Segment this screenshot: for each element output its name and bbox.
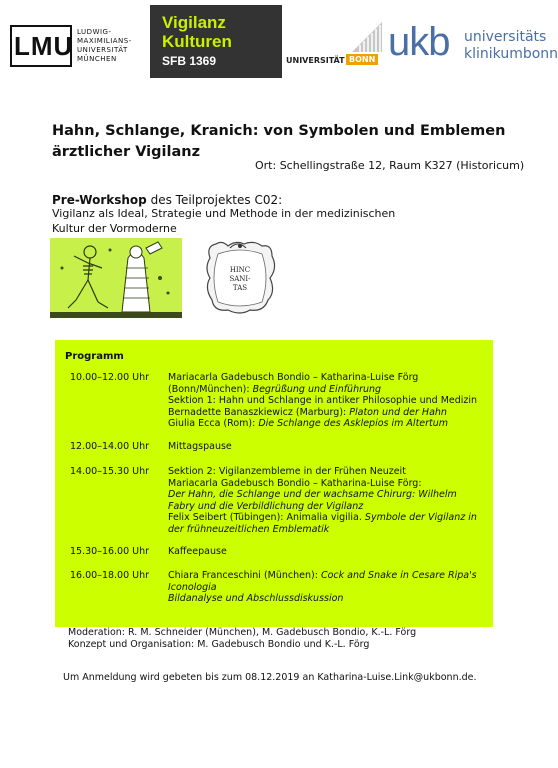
entry-line-italic: der frühneuzeitlichen Emblematik (168, 523, 330, 535)
moderation-text: Moderation: R. M. Schneider (München), M. Gadebusch Bondio, K.-L. Förg (68, 627, 417, 638)
vigilanzkulturen-logo (150, 5, 282, 78)
entry-line (168, 384, 488, 396)
ukb-logo-mark: ukb (388, 20, 450, 64)
emblem-image (200, 238, 280, 318)
entry-line-plain: Giulia Ecca (Rom): (168, 418, 259, 429)
entry-line (168, 524, 488, 536)
entry-line-italic: Symbole der Vigilanz in (364, 512, 477, 523)
lmu-sub-line: UNIVERSITÄT (77, 46, 128, 54)
entry-line-italic: Die Schlange des Asklepios im Altertum (258, 418, 449, 429)
entry-line: Sektion 2: Vigilanzembleme in der Frühen Neuzeit (168, 466, 406, 477)
lmu-logo (10, 17, 140, 77)
konzept-text: Konzept und Organisation: M. Gadebusch Bondio und K.-L. Förg (68, 639, 370, 650)
entry-line-italic: Fabry und die Verbildlichung der Vigilanz (168, 500, 364, 512)
emblem-motto-1: HINC (229, 266, 251, 274)
lmu-sub-line: MAXIMILIANS- (77, 37, 132, 45)
program-box (55, 340, 493, 627)
entry-line: Mariacarla Gadebusch Bondio – Katharina-Luise Förg: (168, 477, 422, 489)
program-heading: Programm (65, 351, 124, 362)
entry-line (168, 593, 488, 605)
entry-line-plain: (Bonn/München): (168, 383, 253, 395)
program-time: 15.30–16.00 Uhr (70, 546, 150, 557)
registration-text: Um Anmeldung wird gebeten bis zum 08.12.2019 an Katharina-Luise.Link@ukbonn.de. (63, 672, 477, 683)
ukb-logo (388, 18, 558, 74)
preworkshop-rest: des Teilprojektes C02: (146, 193, 283, 207)
entry-line-plain: Felix Seibert (Tübingen): Animalia vigilia. (168, 512, 365, 523)
ukb-logo-line2: klinikumbonn (464, 46, 558, 62)
uni-bonn-logo (284, 22, 384, 72)
program-entry-2 (168, 441, 488, 453)
preworkshop-heading (52, 193, 282, 207)
lmu-logo-mark: LMU (14, 31, 74, 61)
program-time: 16.00–18.00 Uhr (70, 570, 150, 581)
dance-of-death-image (50, 238, 182, 318)
lmu-sub-line: LUDWIG- (77, 28, 112, 36)
program-entry-4 (168, 546, 488, 558)
entry-line (168, 407, 488, 419)
entry-line (168, 489, 488, 501)
entry-line-plain: Chiara Franceschini (München): (168, 570, 321, 581)
entry-line-italic: Bildanalyse und Abschlussdiskussion (168, 593, 344, 604)
location-text: Ort: Schellingstraße 12, Raum K327 (Historicum) (255, 159, 525, 172)
entry-line-italic: Cock and Snake in Cesare Ripa's (320, 570, 477, 581)
emblem-motto-2: SANI- (229, 275, 251, 283)
vigilanz-logo-line2: Kulturen (162, 32, 232, 51)
vigilanz-logo-line1: Vigilanz (162, 13, 226, 32)
entry-line-italic: Iconologia (168, 581, 217, 593)
page-title: Hahn, Schlange, Kranich: von Symbolen und Emblemen ärztlicher Vigilanz (52, 123, 506, 160)
uni-bonn-logo-box: BONN (346, 54, 378, 65)
entry-line (168, 501, 488, 513)
entry-line (168, 512, 488, 524)
entry-line-italic: Begrüßung und Einführung (252, 383, 382, 395)
entry-line (168, 418, 488, 430)
entry-line-italic: Der Hahn, die Schlange und der wachsame Chirurg: Wilhelm (168, 489, 457, 500)
lmu-sub-line: MÜNCHEN (77, 55, 117, 63)
program-entry-5 (168, 570, 488, 605)
program-time: 12.00–14.00 Uhr (70, 441, 150, 452)
dance-of-death-illustration (50, 238, 182, 318)
entry-line: Mariacarla Gadebusch Bondio – Katharina-Luise Förg (168, 372, 419, 383)
preworkshop-bold: Pre-Workshop (52, 193, 147, 207)
entry-line-italic: Platon und der Hahn (349, 406, 447, 418)
ukb-logo-line1: universitäts (464, 29, 547, 45)
entry-line (168, 582, 488, 594)
preworkshop-line3: Kultur der Vormoderne (52, 222, 177, 235)
uni-bonn-logo-text: UNIVERSITÄT (286, 56, 345, 65)
preworkshop-line2: Vigilanz als Ideal, Strategie und Methode in der medizinischen (52, 207, 396, 220)
program-entry-1 (168, 372, 488, 430)
program-entry-3 (168, 466, 488, 535)
vigilanz-logo-line3: SFB 1369 (162, 54, 217, 68)
lmu-logo-subtitle (77, 28, 132, 64)
emblem-motto-3: TAS (232, 284, 248, 292)
program-time: 10.00–12.00 Uhr (70, 372, 150, 383)
entry-line: Sektion 1: Hahn und Schlange in antiker Philosophie und Medizin (168, 395, 478, 406)
emblem-illustration (200, 238, 280, 318)
entry-line (168, 570, 488, 582)
program-time: 14.00–15.30 Uhr (70, 466, 150, 477)
entry-line: Kaffeepause (168, 546, 227, 557)
entry-line: Mittagspause (168, 441, 232, 452)
entry-line-plain: Bernadette Banaszkiewicz (Marburg): (168, 406, 350, 418)
